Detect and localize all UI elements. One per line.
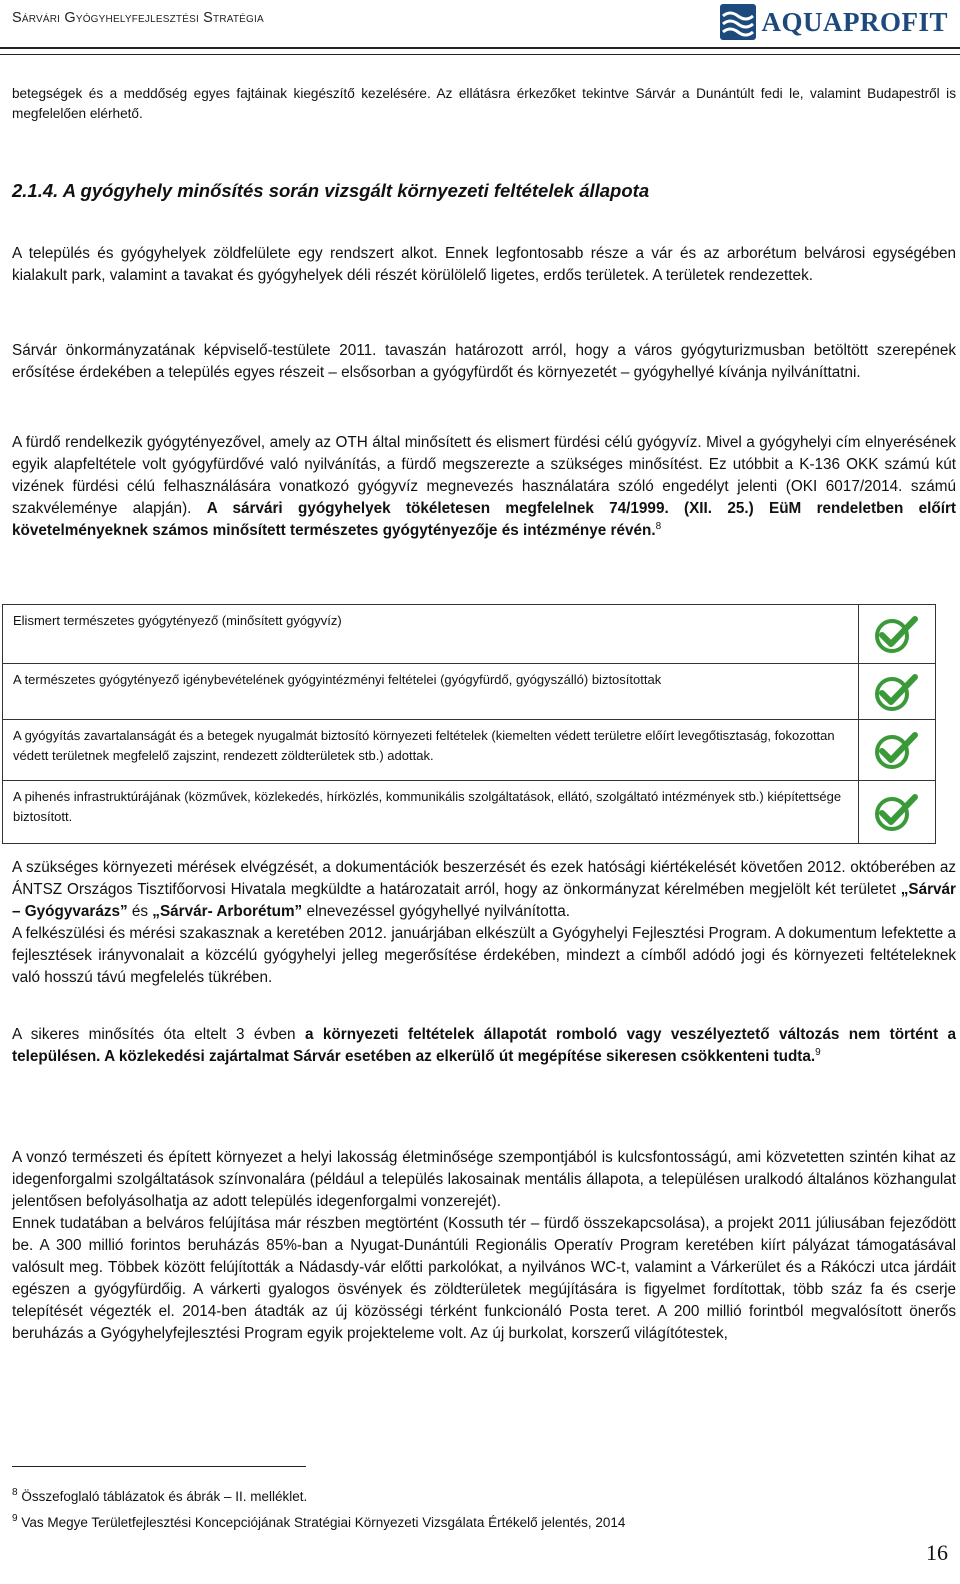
paragraph-program: A felkészülési és mérési szakasznak a keretében 2012. januárjában elkészült a Gyógyhelyi Fejlesztési Program. A dokumentum lefektette a fejlesztések irányvonalait a közcélú gyógyhelyi jelleg megerősítése érdekében, mindezt a címből adódó jogi és környezeti feltételeknek való hosszú távú megfelelés tükrében. [12,925,956,986]
paragraph-bath [12,432,956,542]
paragraph-status-bold: a környezeti feltételek állapotát romboló vagy veszélyeztető változás nem történt a településen. A közlekedési zajártalmat Sárvár esetében az elkerülő út megépítése sikeresen csökkenteni tudta. [12,1026,956,1065]
header-divider-thin [0,54,960,55]
paragraph-designation-and: és [127,903,153,920]
paragraph-council: Sárvár önkormányzatának képviselő-testülete 2011. tavaszán határozott arról, hogy a város gyógyturizmusban betöltött szerepének erősítése érdekében a település egyes részeit – elsősorban a gyógyfürdőt és környezetét – gyógyhellyé kívánja nyilváníttatni. [12,342,956,381]
paragraph-status [12,1024,956,1068]
paragraph-bath-text: A fürdő rendelkezik gyógytényezővel, amely az OTH által minősített és elismert fürdési célú gyógyvíz. Mivel a gyógyhelyi cím elnyerésének egyik alapfeltétele volt gyógyfürdővé való nyilvánítás, a fürdő megszerezte a szükséges minősítést. Ez utóbbit a K-136 OKK számú kút vizének fürdési célú felhasználására vonatkozó gyógyvíz megnevezés használatára szóló engedélyt jelenti (OKI 6017/2014. számú szakvéleménye alapján). [12,434,956,517]
footnote-number: 9 [12,1513,18,1524]
check-icon [873,672,919,712]
criteria-table [2,604,936,844]
header-divider [0,47,960,49]
paragraph-designation [12,857,956,989]
criteria-row [3,780,935,843]
paragraph-renovation: Ennek tudatában a belváros felújítása már részben megtörtént (Kossuth tér – fürdő összekapcsolása), a projekt 2011 júliusában fejeződött be. A 300 millió forintos beruházás 85%-ban a Nyugat-Dunántúli Regionális Operatív Program keretében kiírt pályázat támogatásával valósult meg. Többek között felújították a Nádasdy-vár előtti parkolókat, a nyilvános WC-t, valamint a Várkerület és a Rákóczi utca járdáit egészen a gyógyfürdőig. A várkerti gyalogos ösvények és zöldterületek megújítására is figyelmet fordítottak, több száz fa és cserje telepítését végezték el. 2014-ben átadták az új közösségi térként funkcionáló Posta teret. A 200 millió forintból megvalósított önerős beruházás a Gyógyhelyfejlesztési Program egyik projekteleme volt. Az új burkolat, korszerű világítótestek, [12,1215,956,1342]
criteria-text: A gyógyítás zavartalanságát és a betegek nyugalmát biztosító környezeti feltételek (kiemelten védett területre előírt levegőtisztaság, fokozottan védett területnek megfelelő zajszint, rendezett zöldterületek stb.) adottak. [3,720,859,780]
page-number: 16 [926,1540,948,1565]
paragraph-designation-end: elnevezéssel gyógyhellyé nyilvánította. [302,903,571,920]
criteria-row [3,663,935,719]
logo-text: AQUAPROFIT [761,6,948,37]
footnote-text: Összefoglaló táblázatok és ábrák – II. melléklet. [21,1489,308,1504]
paragraph-greenspace: A település és gyógyhelyek zöldfelülete egy rendszert alkot. Ennek legfontosabb része a vár és az arborétum belvárosi egységében kialakult park, valamint a tavakat és gyógyhelyek déli részét körülölelő ligetes, erdős területek. A területek rendezettek. [12,245,956,284]
footnote-divider [12,1466,306,1467]
header-title: Sárvári Gyógyhelyfejlesztési Stratégia [12,10,264,26]
logo [720,4,949,40]
check-icon [873,730,919,770]
footnote-ref-8: 8 [655,521,662,532]
check-icon [873,614,919,654]
paragraph-bath-bold: A sárvári gyógyhelyek tökéletesen megfelelnek 74/1999. (XII. 25.) EüM rendeletben előírt követelményeknek számos minősített természetes gyógytényezője és intézménye révén. [12,500,957,539]
intro-paragraph: betegségek és a meddőség egyes fajtáinak kiegészítő kezelésére. Az ellátásra érkezőket tekintve Sárvár a Dunántúlt fedi le, valamint Budapestről is megfelelően elérhető. [12,86,956,121]
section-heading: 2.1.4. A gyógyhely minősítés során vizsgált környezeti feltételek állapota [12,180,650,201]
footnote-8 [12,1488,307,1506]
criteria-text: Elismert természetes gyógytényező (minősített gyógyvíz) [3,605,859,663]
wave-logo-icon [720,4,756,40]
area-name-gyogyvarazs: „Sárvár – Gyógyvarázs” [12,881,956,920]
footnote-ref-9: 9 [815,1047,821,1058]
footnote-text: Vas Megye Területfejlesztési Koncepciójának Stratégiai Környezeti Vizsgálata Értékelő jelentés, 2014 [21,1515,626,1530]
area-name-arboretum: „Sárvár- Arborétum” [152,903,303,920]
criteria-row [3,605,935,663]
paragraph-status-text: A sikeres minősítés óta eltelt 3 évben [12,1026,305,1043]
criteria-text: A természetes gyógytényező igénybevételének gyógyintézményi feltételei (gyógyfürdő, gyógyszálló) biztosítottak [3,664,859,719]
footnote-9 [12,1514,625,1532]
paragraph-designation-text: A szükséges környezeti mérések elvégzését, a dokumentációk beszerzését és ezek hatósági kiértékelését követően 2012. októberében az ÁNTSZ Országos Tisztifőorvosi Hivatala megküldte a határozatait arról, hogy az önkormányzat kérelmében megjelölt két területet [12,859,956,898]
criteria-text: A pihenés infrastruktúrájának (közművek, közlekedés, hírközlés, kommunikális szolgáltatások, ellátó, szolgáltató intézmények stb.) kiépítettsége biztosított. [3,781,859,843]
footnote-number: 8 [12,1487,18,1498]
criteria-row [3,719,935,780]
check-icon [873,792,919,832]
paragraph-environment-text: A vonzó természeti és épített környezet a helyi lakosság életminősége szempontjából is kulcsfontosságú, ami közvetetten szintén kihat az idegenforgalmi szolgáltatások színvonalára (például a település lakosainak mentális állapota, a településen uralkodó általános közhangulat jelentősen befolyásolhatja az adott település idegenforgalmi vonzerejét). [12,1149,956,1210]
paragraph-environment [12,1147,956,1345]
